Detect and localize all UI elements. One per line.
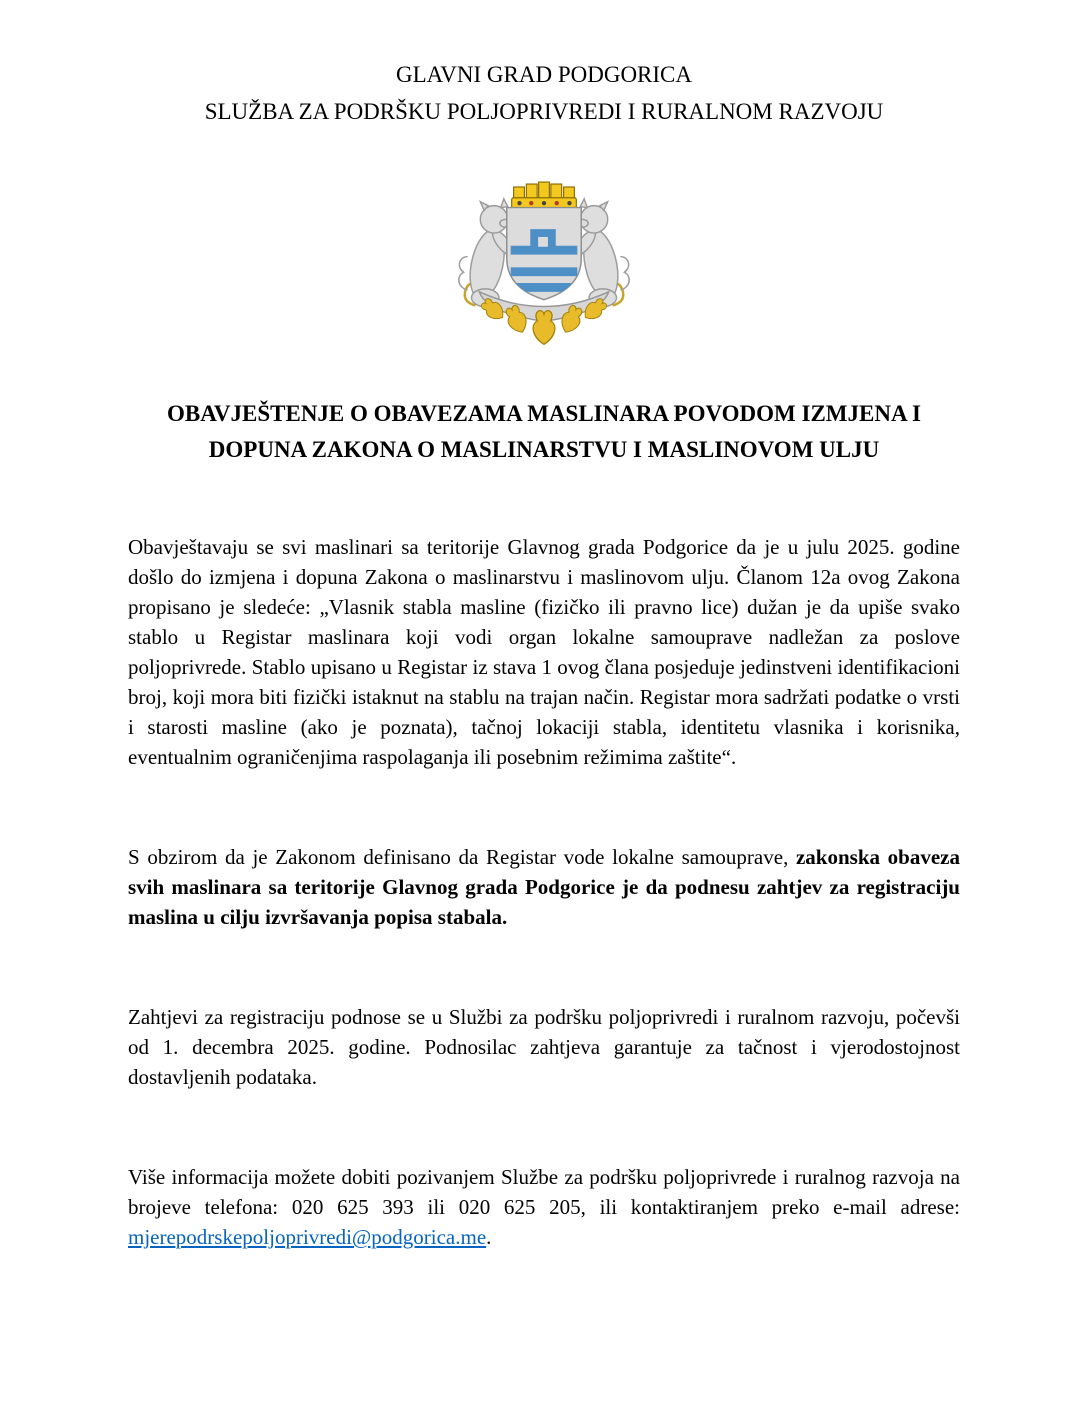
org-name: GLAVNI GRAD PODGORICA [395,62,693,87]
document-title [128,396,960,468]
title-line-2: DOPUNA ZAKONA O MASLINARSTVU I MASLINOVOM ULJU [208,437,880,462]
obligation-bold-text: zakonska obaveza svih maslinara sa teritorije Glavnog grada Podgorice je da podnesu zahtjev za registraciju maslina u cilju izvršavanja popisa stabala. [128,845,960,929]
coat-of-arms [128,174,960,348]
paragraph-application-info: Zahtjevi za registraciju podnose se u Službi za podršku poljoprivredi i ruralnom razvoju, počevši od 1. decembra 2025. godine. Podnosilac zahtjeva garantuje za tačnost i vjerodostojnost dostavljenih podataka. [128,1005,960,1089]
podgorica-coat-of-arms-icon [446,174,642,346]
obligation-intro-text: S obzirom da je Zakonom definisano da Registar vode lokalne samouprave, [128,845,796,869]
contact-text: Više informacija možete dobiti pozivanjem Službe za podršku poljoprivrede i ruralnog razvoja na brojeve telefona: 020 625 393 ili 020 625 205, ili kontaktiranjem preko e-mail adrese: [128,1165,960,1219]
title-line-1: OBAVJEŠTENJE O OBAVEZAMA MASLINARA POVODOM IZMJENA I [167,401,921,426]
paragraph-legal-notice: Obavještavaju se svi maslinari sa teritorije Glavnog grada Podgorice da je u julu 2025. godine došlo do izmjena i dopuna Zakona o maslinarstvu i maslinovom ulju. Članom 12a ovog Zakona propisano je sledeće: „Vlasnik stabla masline (fizičko ili pravno lice) dužan je da upiše svako stablo u Registar maslinara koji vodi organ lokalne samouprave nadležan za poslove poljoprivrede. Stablo upisano u Registar iz stava 1 ovog člana posjeduje jedinstveni identifikacioni broj, koji mora biti fizički istaknut na stablu na trajan način. Registar mora sadržati podatke o vrsti i starosti masline (ako je poznata), tačnoj lokaciji stabla, identitetu vlasnika i korisnika, eventualnim ograničenjima raspolaganja ili posebnim režimima zaštite“. [128,535,960,769]
email-link[interactable]: mjerepodrskepoljoprivredi@podgorica.me [128,1225,487,1249]
paragraph-contact-info [128,1162,960,1252]
contact-period: . [486,1225,492,1249]
paragraph-obligation [128,842,960,932]
document-header [128,56,960,130]
department-name: SLUŽBA ZA PODRŠKU POLJOPRIVREDI I RURALNOM RAZVOJU [204,99,884,124]
